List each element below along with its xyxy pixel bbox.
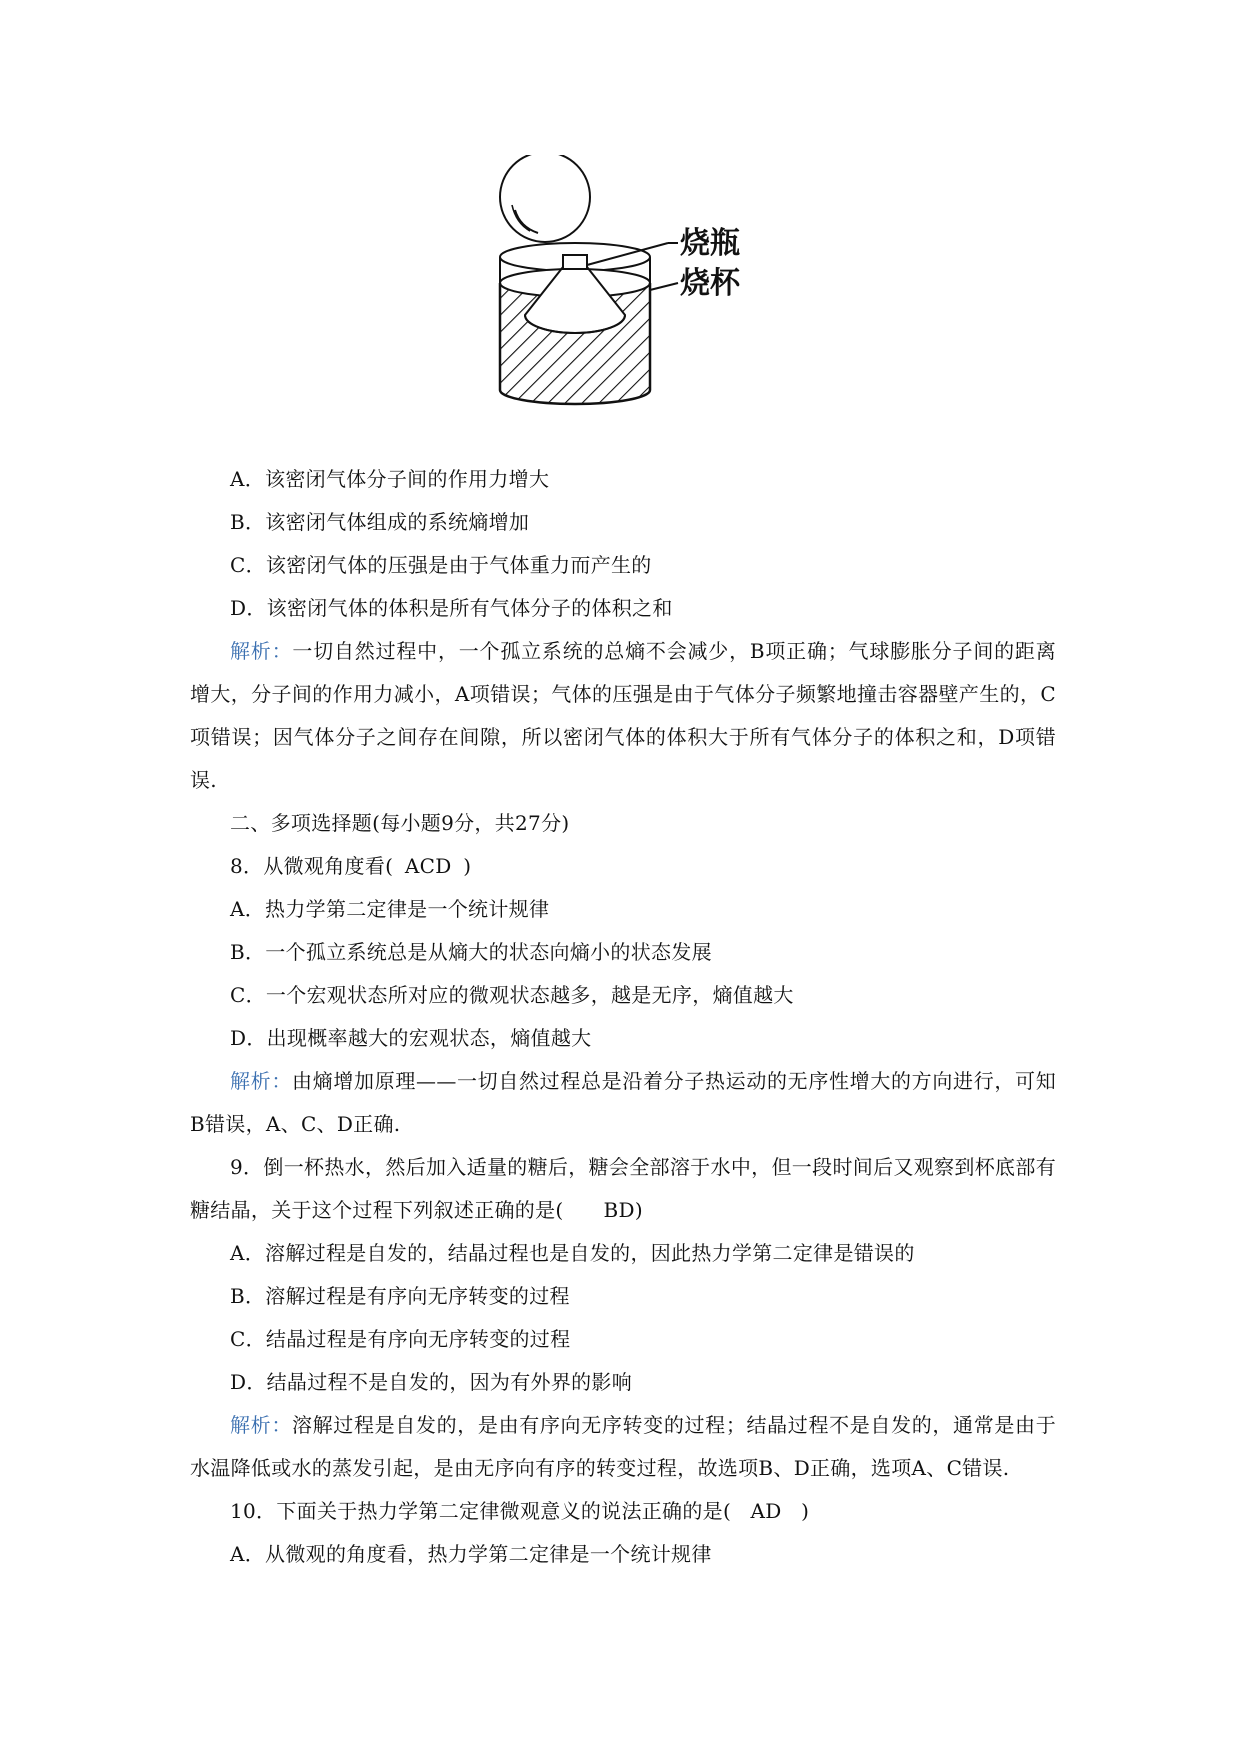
- q10-answer: AD: [750, 1499, 782, 1523]
- q8-option-a: A．热力学第二定律是一个统计规律: [230, 897, 550, 921]
- section-heading: 二、多项选择题(每小题9分，共27分): [230, 811, 570, 835]
- q9-close: ): [634, 1198, 643, 1222]
- q8-option-c: C．一个宏观状态所对应的微观状态越多，越是无序，熵值越大: [230, 983, 794, 1007]
- flask-beaker-figure: [490, 155, 810, 460]
- q7-option-b: B．该密闭气体组成的系统熵增加: [230, 510, 530, 534]
- q8-option-b: B．一个孤立系统总是从熵大的状态向熵小的状态发展: [230, 940, 712, 964]
- q8-stem-text: 8．从微观角度看(: [230, 854, 394, 878]
- q9-option-d: D．结晶过程不是自发的，因为有外界的影响: [230, 1370, 633, 1394]
- balloon: [500, 155, 590, 242]
- q9-answer: BD: [603, 1198, 635, 1222]
- flask-beaker-diagram: [490, 155, 810, 460]
- q7-analysis: [190, 630, 1056, 802]
- analysis-label: 解析：: [230, 1069, 293, 1093]
- q9-stem: [190, 1146, 1056, 1232]
- q9-stem-text: 9．倒一杯热水，然后加入适量的糖后，糖会全部溶于水中，但一段时间后又观察到杯底部有糖结晶，关于这个过程下列叙述正确的是(: [190, 1155, 1056, 1222]
- flask-label: 烧瓶: [680, 226, 740, 261]
- q8-analysis-text: 由熵增加原理——一切自然过程总是沿着分子热运动的无序性增大的方向进行，可知B错误，A、C、D正确.: [190, 1069, 1056, 1136]
- q8-answer: ACD: [404, 854, 452, 878]
- q8-close: ): [463, 854, 472, 878]
- q7-option-c: C．该密闭气体的压强是由于气体重力而产生的: [230, 553, 652, 577]
- q7-option-d: D．该密闭气体的体积是所有气体分子的体积之和: [230, 596, 673, 620]
- q10-stem-text: 10．下面关于热力学第二定律微观意义的说法正确的是(: [230, 1499, 732, 1523]
- analysis-label: 解析：: [230, 639, 293, 663]
- analysis-label: 解析：: [230, 1413, 292, 1437]
- q9-option-a: A．溶解过程是自发的，结晶过程也是自发的，因此热力学第二定律是错误的: [230, 1241, 915, 1265]
- q9-analysis-text: 溶解过程是自发的，是由有序向无序转变的过程；结晶过程不是自发的，通常是由于水温降低或水的蒸发引起，是由无序向有序的转变过程，故选项B、D正确，选项A、C错误.: [190, 1413, 1056, 1480]
- q9-option-b: B．溶解过程是有序向无序转变的过程: [230, 1284, 570, 1308]
- q8-analysis: [190, 1060, 1056, 1146]
- beaker-label: 烧杯: [680, 266, 740, 301]
- q9-option-c: C．结晶过程是有序向无序转变的过程: [230, 1327, 571, 1351]
- q10-stem: [190, 1490, 1056, 1533]
- q8-stem: [190, 845, 1056, 888]
- q7-analysis-text: 一切自然过程中，一个孤立系统的总熵不会减少，B项正确；气球膨胀分子间的距离增大，分子间的作用力减小，A项错误；气体的压强是由于气体分子频繁地撞击容器壁产生的，C项错误；因气体分子之间存在间隙，所以密闭气体的体积大于所有气体分子的体积之和，D项错误.: [190, 639, 1056, 792]
- beaker-leader: [650, 283, 678, 290]
- question-content: [190, 458, 1056, 1576]
- q10-close: ): [801, 1499, 810, 1523]
- q10-option-a: A．从微观的角度看，热力学第二定律是一个统计规律: [230, 1542, 712, 1566]
- q8-option-d: D．出现概率越大的宏观状态，熵值越大: [230, 1026, 592, 1050]
- q7-option-a: A．该密闭气体分子间的作用力增大: [230, 467, 550, 491]
- q9-analysis: [190, 1404, 1056, 1490]
